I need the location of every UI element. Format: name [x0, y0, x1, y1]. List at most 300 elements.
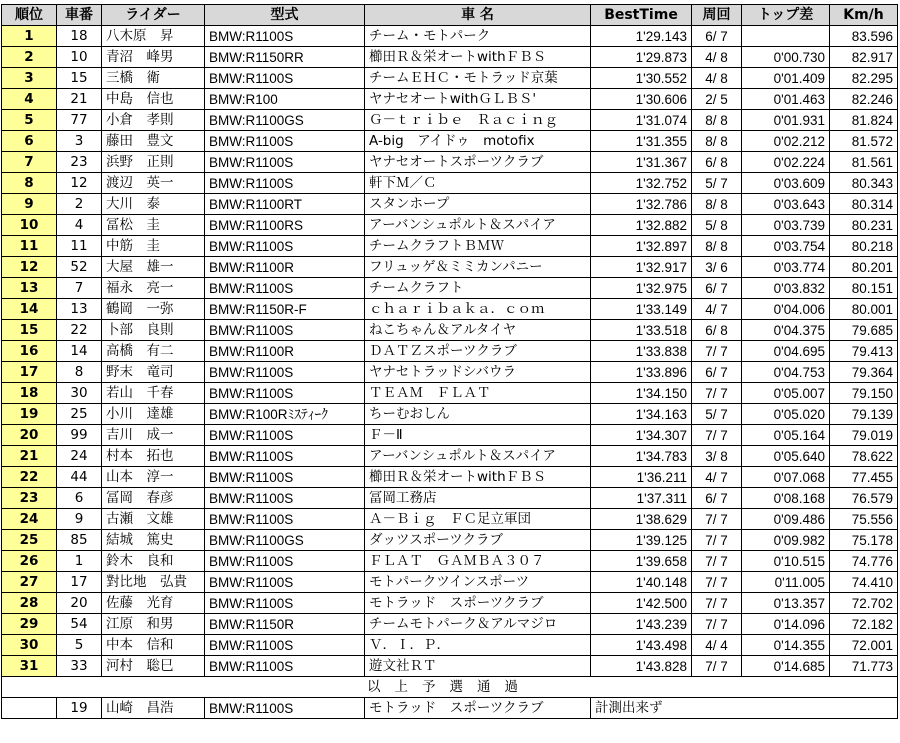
gap-cell: 0'11.005	[742, 572, 830, 593]
gap-cell: 0'08.168	[742, 488, 830, 509]
gap-cell: 0'01.463	[742, 89, 830, 110]
position-cell: 31	[2, 656, 57, 677]
number-cell: 77	[57, 110, 102, 131]
position-cell: 5	[2, 110, 57, 131]
table-row	[2, 362, 898, 383]
laps-cell: 7/ 7	[692, 593, 742, 614]
table-row	[2, 47, 898, 68]
gap-cell: 0'04.695	[742, 341, 830, 362]
table-row	[2, 488, 898, 509]
position-cell: 11	[2, 236, 57, 257]
gap-cell: 0'05.164	[742, 425, 830, 446]
rider-cell: 三橋 衛	[102, 68, 205, 89]
table-row	[2, 278, 898, 299]
position-cell: 18	[2, 383, 57, 404]
model-cell: BMW:R1150R-F	[205, 299, 365, 320]
speed-cell: 82.917	[830, 47, 898, 68]
speed-cell: 79.139	[830, 404, 898, 425]
model-cell: BMW:R1100S	[205, 278, 365, 299]
team-cell: ヤナセオートスポーツクラブ	[365, 152, 591, 173]
gap-cell: 0'14.355	[742, 635, 830, 656]
number-cell: 12	[57, 173, 102, 194]
best-time-cell: 1'33.838	[591, 341, 692, 362]
team-cell: ＦＬＡＴ ＧＡＭＢＡ３０７	[365, 551, 591, 572]
laps-cell: 7/ 7	[692, 530, 742, 551]
laps-cell: 7/ 7	[692, 509, 742, 530]
dnq-model: BMW:R1100S	[205, 698, 365, 719]
table-row	[2, 614, 898, 635]
number-cell: 1	[57, 551, 102, 572]
position-cell: 24	[2, 509, 57, 530]
number-cell: 18	[57, 26, 102, 47]
laps-cell: 7/ 7	[692, 425, 742, 446]
model-cell: BMW:R1100S	[205, 26, 365, 47]
speed-cell: 80.218	[830, 236, 898, 257]
team-cell: ＤＡＴＺスポーツクラブ	[365, 341, 591, 362]
position-cell: 12	[2, 257, 57, 278]
gap-cell: 0'03.832	[742, 278, 830, 299]
gap-cell: 0'05.020	[742, 404, 830, 425]
best-time-cell: 1'33.896	[591, 362, 692, 383]
laps-cell: 8/ 8	[692, 194, 742, 215]
rider-cell: 大屋 雄一	[102, 257, 205, 278]
team-cell: 櫛田Ｒ＆栄オートwithＦＢＳ	[365, 47, 591, 68]
header-team: 車 名	[365, 5, 591, 26]
model-cell: BMW:R1100S	[205, 152, 365, 173]
number-cell: 7	[57, 278, 102, 299]
best-time-cell: 1'29.873	[591, 47, 692, 68]
gap-cell: 0'04.375	[742, 320, 830, 341]
laps-cell: 4/ 7	[692, 467, 742, 488]
team-cell: アーバンシュポルト＆スパイア	[365, 446, 591, 467]
speed-cell: 82.246	[830, 89, 898, 110]
laps-cell: 7/ 7	[692, 341, 742, 362]
team-cell: チームモトパーク＆アルマジロ	[365, 614, 591, 635]
position-cell: 27	[2, 572, 57, 593]
best-time-cell: 1'32.917	[591, 257, 692, 278]
team-cell: Ｇ－ｔｒｉｂｅ Ｒａｃｉｎｇ	[365, 110, 591, 131]
laps-cell: 6/ 8	[692, 320, 742, 341]
header-row	[2, 5, 898, 26]
laps-cell: 5/ 7	[692, 173, 742, 194]
number-cell: 24	[57, 446, 102, 467]
gap-cell: 0'03.754	[742, 236, 830, 257]
model-cell: BMW:R1100S	[205, 68, 365, 89]
speed-cell: 80.201	[830, 257, 898, 278]
team-cell: 冨岡工務店	[365, 488, 591, 509]
qualified-separator: 以上予選通過	[2, 677, 898, 698]
best-time-cell: 1'43.498	[591, 635, 692, 656]
number-cell: 6	[57, 488, 102, 509]
rider-cell: 村本 拓也	[102, 446, 205, 467]
best-time-cell: 1'33.518	[591, 320, 692, 341]
laps-cell: 4/ 8	[692, 47, 742, 68]
table-row	[2, 572, 898, 593]
number-cell: 13	[57, 299, 102, 320]
number-cell: 14	[57, 341, 102, 362]
gap-cell: 0'04.006	[742, 299, 830, 320]
rider-cell: 中筋 圭	[102, 236, 205, 257]
position-cell: 16	[2, 341, 57, 362]
rider-cell: 渡辺 英一	[102, 173, 205, 194]
rider-cell: 中本 信和	[102, 635, 205, 656]
position-cell: 1	[2, 26, 57, 47]
qualified-separator-row	[2, 677, 898, 698]
speed-cell: 81.572	[830, 131, 898, 152]
table-row	[2, 593, 898, 614]
number-cell: 23	[57, 152, 102, 173]
best-time-cell: 1'32.975	[591, 278, 692, 299]
model-cell: BMW:R1100S	[205, 509, 365, 530]
table-row	[2, 509, 898, 530]
speed-cell: 79.364	[830, 362, 898, 383]
table-row	[2, 257, 898, 278]
model-cell: BMW:R1100R	[205, 341, 365, 362]
number-cell: 85	[57, 530, 102, 551]
laps-cell: 7/ 7	[692, 551, 742, 572]
rider-cell: 山本 淳一	[102, 467, 205, 488]
gap-cell: 0'04.753	[742, 362, 830, 383]
gap-cell: 0'03.774	[742, 257, 830, 278]
model-cell: BMW:R1100S	[205, 488, 365, 509]
rider-cell: 高橋 有二	[102, 341, 205, 362]
best-time-cell: 1'34.163	[591, 404, 692, 425]
position-cell: 20	[2, 425, 57, 446]
table-row	[2, 215, 898, 236]
model-cell: BMW:R1100S	[205, 236, 365, 257]
header-best-time: BestTime	[591, 5, 692, 26]
rider-cell: 結城 篤史	[102, 530, 205, 551]
rider-cell: 大川 泰	[102, 194, 205, 215]
speed-cell: 77.455	[830, 467, 898, 488]
position-cell: 2	[2, 47, 57, 68]
best-time-cell: 1'37.311	[591, 488, 692, 509]
header-rider: ライダー	[102, 5, 205, 26]
team-cell: ダッツスポーツクラブ	[365, 530, 591, 551]
gap-cell: 0'13.357	[742, 593, 830, 614]
position-cell: 9	[2, 194, 57, 215]
rider-cell: 對比地 弘貴	[102, 572, 205, 593]
rider-cell: 卜部 良則	[102, 320, 205, 341]
best-time-cell: 1'32.752	[591, 173, 692, 194]
speed-cell: 79.150	[830, 383, 898, 404]
number-cell: 25	[57, 404, 102, 425]
position-cell: 30	[2, 635, 57, 656]
position-cell: 14	[2, 299, 57, 320]
team-cell: スタンホープ	[365, 194, 591, 215]
speed-cell: 74.410	[830, 572, 898, 593]
position-cell: 29	[2, 614, 57, 635]
number-cell: 15	[57, 68, 102, 89]
laps-cell: 7/ 7	[692, 383, 742, 404]
team-cell: チームクラフト	[365, 278, 591, 299]
speed-cell: 80.343	[830, 173, 898, 194]
team-cell: ヤナセトラッドシバウラ	[365, 362, 591, 383]
gap-cell: 0'09.486	[742, 509, 830, 530]
gap-cell: 0'03.643	[742, 194, 830, 215]
position-cell: 13	[2, 278, 57, 299]
rider-cell: 江原 和男	[102, 614, 205, 635]
best-time-cell: 1'34.307	[591, 425, 692, 446]
position-cell: 7	[2, 152, 57, 173]
header-laps: 周回	[692, 5, 742, 26]
laps-cell: 5/ 8	[692, 215, 742, 236]
speed-cell: 79.685	[830, 320, 898, 341]
team-cell: ｃｈａｒｉｂａｋａ．ｃｏｍ	[365, 299, 591, 320]
team-cell: モトパークツインスポーツ	[365, 572, 591, 593]
gap-cell: 0'05.640	[742, 446, 830, 467]
team-cell: チームクラフトＢＭＷ	[365, 236, 591, 257]
dnq-row	[2, 698, 898, 719]
model-cell: BMW:R1100S	[205, 446, 365, 467]
rider-cell: 佐藤 光育	[102, 593, 205, 614]
gap-cell: 0'03.739	[742, 215, 830, 236]
table-row	[2, 26, 898, 47]
model-cell: BMW:R1100S	[205, 593, 365, 614]
qualifying-results	[1, 4, 897, 719]
laps-cell: 8/ 8	[692, 131, 742, 152]
dnq-rider: 山崎 昌浩	[102, 698, 205, 719]
table-row	[2, 110, 898, 131]
table-row	[2, 551, 898, 572]
speed-cell: 80.151	[830, 278, 898, 299]
table-row	[2, 656, 898, 677]
model-cell: BMW:R1100S	[205, 467, 365, 488]
team-cell: ちーむおしん	[365, 404, 591, 425]
number-cell: 10	[57, 47, 102, 68]
number-cell: 5	[57, 635, 102, 656]
best-time-cell: 1'36.211	[591, 467, 692, 488]
rider-cell: 冨岡 春彦	[102, 488, 205, 509]
model-cell: BMW:R1100R	[205, 257, 365, 278]
number-cell: 99	[57, 425, 102, 446]
table-row	[2, 173, 898, 194]
speed-cell: 74.776	[830, 551, 898, 572]
team-cell: Ｖ．Ｉ．Ｐ．	[365, 635, 591, 656]
laps-cell: 7/ 7	[692, 614, 742, 635]
number-cell: 30	[57, 383, 102, 404]
number-cell: 52	[57, 257, 102, 278]
rider-cell: 河村 聡巳	[102, 656, 205, 677]
team-cell: チーム・モトパーク	[365, 26, 591, 47]
speed-cell: 80.001	[830, 299, 898, 320]
rider-cell: 野末 竜司	[102, 362, 205, 383]
table-row	[2, 89, 898, 110]
position-cell: 10	[2, 215, 57, 236]
team-cell: 軒下Ｍ／Ｃ	[365, 173, 591, 194]
best-time-cell: 1'31.367	[591, 152, 692, 173]
table-row	[2, 299, 898, 320]
team-cell: フリュッゲ＆ミミカンパニー	[365, 257, 591, 278]
model-cell: BMW:R1100S	[205, 635, 365, 656]
rider-cell: 中島 信也	[102, 89, 205, 110]
speed-cell: 79.413	[830, 341, 898, 362]
speed-cell: 78.622	[830, 446, 898, 467]
number-cell: 21	[57, 89, 102, 110]
speed-cell: 80.314	[830, 194, 898, 215]
laps-cell: 3/ 6	[692, 257, 742, 278]
team-cell: ＴＥＡＭ ＦＬＡＴ	[365, 383, 591, 404]
laps-cell: 5/ 7	[692, 404, 742, 425]
best-time-cell: 1'40.148	[591, 572, 692, 593]
best-time-cell: 1'29.143	[591, 26, 692, 47]
speed-cell: 75.178	[830, 530, 898, 551]
model-cell: BMW:R1100RS	[205, 215, 365, 236]
position-cell: 21	[2, 446, 57, 467]
position-cell: 3	[2, 68, 57, 89]
rider-cell: 吉川 成一	[102, 425, 205, 446]
table-row	[2, 236, 898, 257]
model-cell: BMW:R1100S	[205, 320, 365, 341]
speed-cell: 76.579	[830, 488, 898, 509]
model-cell: BMW:R1100S	[205, 551, 365, 572]
header-speed: Km/h	[830, 5, 898, 26]
best-time-cell: 1'30.606	[591, 89, 692, 110]
team-cell: 遊文社ＲＴ	[365, 656, 591, 677]
position-cell: 22	[2, 467, 57, 488]
model-cell: BMW:R1100S	[205, 131, 365, 152]
gap-cell: 0'02.212	[742, 131, 830, 152]
model-cell: BMW:R1100S	[205, 383, 365, 404]
number-cell: 3	[57, 131, 102, 152]
number-cell: 2	[57, 194, 102, 215]
laps-cell: 4/ 8	[692, 68, 742, 89]
model-cell: BMW:R1100S	[205, 425, 365, 446]
team-cell: Ａ－Ｂｉｇ ＦＣ足立軍団	[365, 509, 591, 530]
number-cell: 44	[57, 467, 102, 488]
position-cell: 8	[2, 173, 57, 194]
laps-cell: 8/ 8	[692, 110, 742, 131]
laps-cell: 4/ 7	[692, 299, 742, 320]
table-row	[2, 530, 898, 551]
table-row	[2, 152, 898, 173]
header-number: 車番	[57, 5, 102, 26]
laps-cell: 6/ 7	[692, 488, 742, 509]
position-cell: 28	[2, 593, 57, 614]
gap-cell: 0'14.685	[742, 656, 830, 677]
position-cell: 6	[2, 131, 57, 152]
speed-cell: 80.231	[830, 215, 898, 236]
results-table	[1, 4, 898, 719]
best-time-cell: 1'39.658	[591, 551, 692, 572]
number-cell: 20	[57, 593, 102, 614]
team-cell: A-big アイドゥ motofix	[365, 131, 591, 152]
speed-cell: 79.019	[830, 425, 898, 446]
model-cell: BMW:R1100GS	[205, 110, 365, 131]
position-cell: 15	[2, 320, 57, 341]
rider-cell: 鈴木 良和	[102, 551, 205, 572]
rider-cell: 鶴岡 一弥	[102, 299, 205, 320]
gap-cell: 0'07.068	[742, 467, 830, 488]
header-position: 順位	[2, 5, 57, 26]
model-cell: BMW:R1100S	[205, 572, 365, 593]
number-cell: 11	[57, 236, 102, 257]
best-time-cell: 1'32.882	[591, 215, 692, 236]
rider-cell: 冨松 圭	[102, 215, 205, 236]
model-cell: BMW:R1100S	[205, 173, 365, 194]
rider-cell: 若山 千春	[102, 383, 205, 404]
laps-cell: 6/ 8	[692, 152, 742, 173]
speed-cell: 72.001	[830, 635, 898, 656]
number-cell: 4	[57, 215, 102, 236]
model-cell: BMW:R1150R	[205, 614, 365, 635]
number-cell: 8	[57, 362, 102, 383]
gap-cell: 0'01.931	[742, 110, 830, 131]
best-time-cell: 1'31.074	[591, 110, 692, 131]
best-time-cell: 1'33.149	[591, 299, 692, 320]
rider-cell: 八木原 昇	[102, 26, 205, 47]
best-time-cell: 1'30.552	[591, 68, 692, 89]
table-row	[2, 341, 898, 362]
best-time-cell: 1'43.828	[591, 656, 692, 677]
team-cell: モトラッド スポーツクラブ	[365, 593, 591, 614]
gap-cell: 0'14.096	[742, 614, 830, 635]
speed-cell: 81.824	[830, 110, 898, 131]
gap-cell: 0'01.409	[742, 68, 830, 89]
laps-cell: 7/ 7	[692, 572, 742, 593]
best-time-cell: 1'32.897	[591, 236, 692, 257]
rider-cell: 浜野 正則	[102, 152, 205, 173]
speed-cell: 82.295	[830, 68, 898, 89]
table-row	[2, 320, 898, 341]
best-time-cell: 1'34.783	[591, 446, 692, 467]
table-row	[2, 383, 898, 404]
table-row	[2, 467, 898, 488]
gap-cell: 0'02.224	[742, 152, 830, 173]
table-row	[2, 635, 898, 656]
team-cell: ねこちゃん＆アルタイヤ	[365, 320, 591, 341]
table-row	[2, 68, 898, 89]
model-cell: BMW:R1100S	[205, 656, 365, 677]
rider-cell: 古瀬 文雄	[102, 509, 205, 530]
team-cell: ヤナセオートwithＧＬＢＳ'	[365, 89, 591, 110]
team-cell: 櫛田Ｒ＆栄オートwithＦＢＳ	[365, 467, 591, 488]
speed-cell: 81.561	[830, 152, 898, 173]
laps-cell: 3/ 8	[692, 446, 742, 467]
speed-cell: 72.182	[830, 614, 898, 635]
header-gap: トップ差	[742, 5, 830, 26]
speed-cell: 83.596	[830, 26, 898, 47]
laps-cell: 2/ 5	[692, 89, 742, 110]
best-time-cell: 1'42.500	[591, 593, 692, 614]
rider-cell: 福永 亮一	[102, 278, 205, 299]
gap-cell: 0'09.982	[742, 530, 830, 551]
team-cell: アーバンシュポルト＆スパイア	[365, 215, 591, 236]
rider-cell: 青沼 峰男	[102, 47, 205, 68]
rider-cell: 藤田 豊文	[102, 131, 205, 152]
position-cell: 17	[2, 362, 57, 383]
laps-cell: 6/ 7	[692, 362, 742, 383]
best-time-cell: 1'38.629	[591, 509, 692, 530]
dnq-position	[2, 698, 57, 719]
number-cell: 17	[57, 572, 102, 593]
header-model: 型式	[205, 5, 365, 26]
position-cell: 25	[2, 530, 57, 551]
number-cell: 9	[57, 509, 102, 530]
gap-cell: 0'03.609	[742, 173, 830, 194]
best-time-cell: 1'39.125	[591, 530, 692, 551]
gap-cell: 0'05.007	[742, 383, 830, 404]
position-cell: 23	[2, 488, 57, 509]
model-cell: BMW:R100Rﾐｽﾃｨｰｸ	[205, 404, 365, 425]
rider-cell: 小倉 孝則	[102, 110, 205, 131]
laps-cell: 8/ 8	[692, 236, 742, 257]
best-time-cell: 1'43.239	[591, 614, 692, 635]
table-row	[2, 404, 898, 425]
laps-cell: 6/ 7	[692, 278, 742, 299]
model-cell: BMW:R1100RT	[205, 194, 365, 215]
best-time-cell: 1'31.355	[591, 131, 692, 152]
